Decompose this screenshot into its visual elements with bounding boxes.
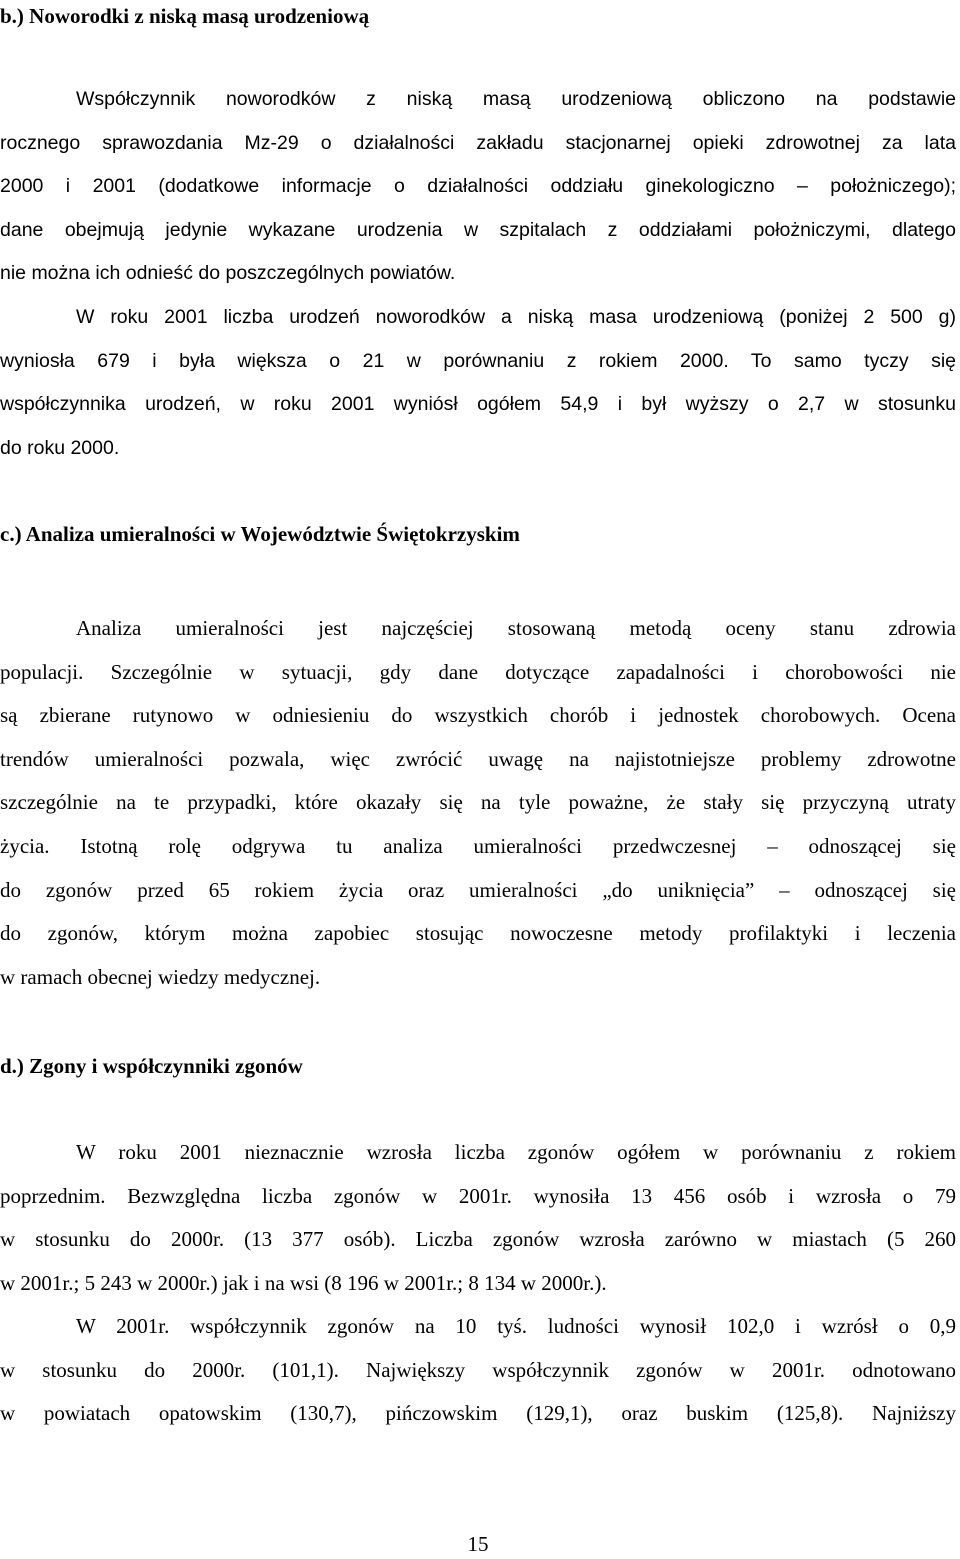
text-line: szczególnie na te przypadki, które okazały się na tyle poważne, że stały się przyczyną utraty: [0, 790, 956, 815]
text-line: nie można ich odnieść do poszczególnych powiatów.: [0, 262, 456, 285]
text-line: rocznego sprawozdania Mz-29 o działalności zakładu stacjonarnej opieki zdrowotnej za lata: [0, 131, 956, 154]
text-line: wyniosła 679 i była większa o 21 w porównaniu z rokiem 2000. To samo tyczy się: [0, 349, 956, 372]
text-line: w 2001r.; 5 243 w 2000r.) jak i na wsi (8 196 w 2001r.; 8 134 w 2000r.).: [0, 1270, 607, 1295]
text-line: populacji. Szczególnie w sytuacji, gdy dane dotyczące zapadalności i chorobowości nie: [0, 659, 956, 684]
text-line: 2000 i 2001 (dodatkowe informacje o działalności oddziału ginekologiczno – położniczego);: [0, 175, 956, 198]
section-d-heading: d.) Zgony i współczynniki zgonów: [0, 1054, 303, 1078]
text-line: w ramach obecnej wiedzy medycznej.: [0, 964, 321, 989]
text-line: w powiatach opatowskim (130,7), pińczowskim (129,1), oraz buskim (125,8). Najniższy: [0, 1401, 956, 1426]
text-line: poprzednim. Bezwzględna liczba zgonów w 2001r. wynosiła 13 456 osób i wzrosła o 79: [0, 1183, 956, 1208]
text-line: do zgonów przed 65 rokiem życia oraz umieralności „do uniknięcia” – odnoszącej się: [0, 877, 956, 902]
text-line: W 2001r. współczynnik zgonów na 10 tyś. ludności wynosił 102,0 i wzrósł o 0,9: [76, 1314, 956, 1338]
section-c-heading: c.) Analiza umieralności w Województwie Świętokrzyskim: [0, 522, 520, 546]
text-line: do zgonów, którym można zapobiec stosując nowoczesne metody profilaktyki i leczenia: [0, 921, 956, 946]
section-b-heading: b.) Noworodki z niską masą urodzeniową: [0, 4, 370, 28]
text-line: są zbierane rutynowo w odniesieniu do wszystkich chorób i jednostek chorobowych. Ocena: [0, 703, 956, 728]
section-c-paragraph-1: [0, 607, 956, 999]
text-line: W roku 2001 liczba urodzeń noworodków a niską masa urodzeniową (poniżej 2 500 g): [76, 306, 956, 328]
text-line: dane obejmują jedynie wykazane urodzenia w szpitalach z oddziałami położniczymi, dlatego: [0, 218, 956, 241]
page-number: 15: [467, 1532, 489, 1556]
text-line: W roku 2001 nieznacznie wzrosła liczba zgonów ogółem w porównaniu z rokiem: [76, 1140, 956, 1164]
text-line: Współczynnik noworodków z niską masą urodzeniową obliczono na podstawie: [76, 88, 956, 110]
text-line: Analiza umieralności jest najczęściej stosowaną metodą oceny stanu zdrowia: [76, 616, 956, 640]
section-d-paragraph-2: [0, 1305, 956, 1436]
text-line: w stosunku do 2000r. (101,1). Największy współczynnik zgonów w 2001r. odnotowano: [0, 1357, 956, 1382]
text-line: trendów umieralności pozwala, więc zwrócić uwagę na najistotniejsze problemy zdrowotne: [0, 746, 956, 771]
text-line: życia. Istotną rolę odgrywa tu analiza umieralności przedwczesnej – odnoszącej się: [0, 833, 956, 858]
section-d-paragraph-1: [0, 1131, 956, 1305]
text-line: w stosunku do 2000r. (13 377 osób). Liczba zgonów wzrosła zarówno w miastach (5 260: [0, 1227, 956, 1252]
section-b-paragraph-2: [0, 296, 956, 470]
text-line: współczynnika urodzeń, w roku 2001 wyniósł ogółem 54,9 i był wyższy o 2,7 w stosunku: [0, 393, 956, 416]
section-b-paragraph-1: [0, 78, 956, 296]
text-line: do roku 2000.: [0, 436, 120, 459]
